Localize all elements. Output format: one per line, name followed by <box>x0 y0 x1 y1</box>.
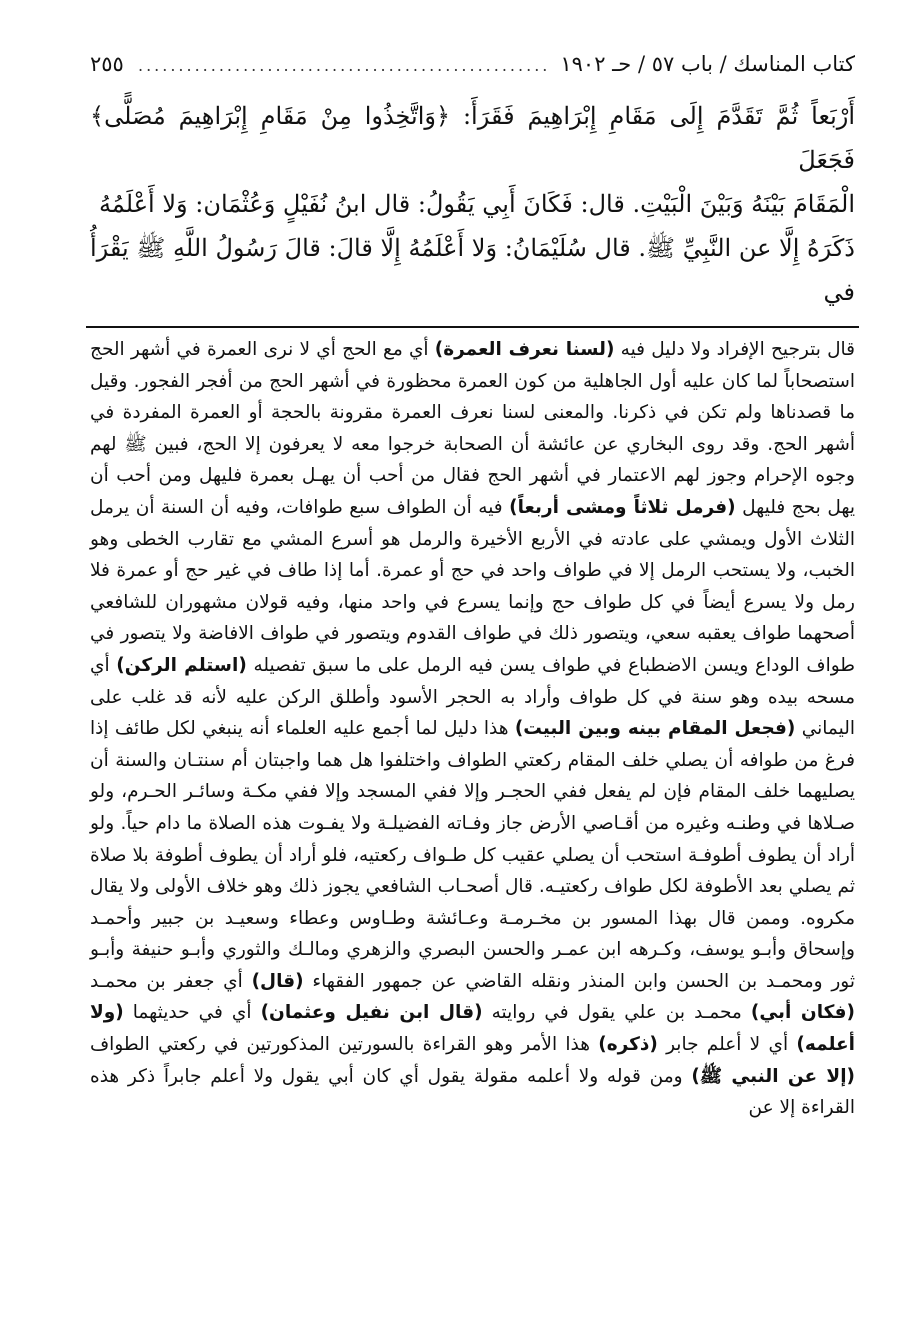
commentary-run: ومن قوله ولا أعلمه مقولة يقول أي كان أبي يقول ولا أعلم جابراً ذكر هذه القراءة إلا عن <box>90 1065 855 1119</box>
commentary-run: أي لا أعلم جابر <box>657 1034 797 1056</box>
separator-rule <box>86 326 859 328</box>
quoted-phrase: (فكان أبي) <box>750 1002 855 1024</box>
hadith-text <box>90 94 855 314</box>
commentary-text <box>90 334 855 1124</box>
header-title: كتاب المناسك / باب ٥٧ / حـ ١٩٠٢ <box>560 52 855 76</box>
header-leader-dots <box>134 56 551 75</box>
running-header <box>90 52 855 86</box>
commentary-run: هذا الأمر وهو القراءة بالسورتين المذكورتين في ركعتي الطواف <box>90 1034 599 1056</box>
commentary-run: أي جعفر بن محمـد <box>90 970 252 992</box>
hadith-line: الْمَقَامَ بَيْنَهُ وَبَيْنَ الْبَيْتِ. قال: فَكَانَ أَبِي يَقُولُ: قال ابنُ نُفَيْلٍ وَعُثْمَان: وَلا أَعْلَمُهُ <box>99 190 855 218</box>
commentary-run: محمـد بن علي يقول في روايته <box>482 1002 751 1024</box>
commentary-run: أي مع الحج أي لا نرى العمرة في أشهر الحج استصحاباً لما كان عليه أول الجاهلية من كون العمرة محظورة في أشهر الحج من أفجر الفجور. وقيل ما قصدناها ولم تكن في ذكرنا. والمعنى لسنا نعرف العمرة مقرونة بالحجة أو العمرة المفردة في أشهر الحج. وقد روى البخاري عن عائشة أن الصحابة خرجوا معه لا يعرفون إلا الحج، فبين ﷺ لهم وجوه الإحرام وجوز لهم الاعتمار في أشهر الحج فقال من أحب أن يهـل بعمرة فليهل ومن أحب أن يهل بحج فليهل <box>90 339 856 518</box>
quoted-phrase: (ولا أعلمه) <box>90 1002 855 1056</box>
commentary-run: قال بترجيح الإفراد ولا دليل فيه <box>614 339 855 360</box>
quoted-phrase: (فجعل المقام بينه وبين البيت) <box>514 718 796 740</box>
hadith-line: أَرْبَعاً ثُمَّ تَقَدَّمَ إِلَى مَقَامِ إِبْرَاهِيمَ فَقَرَأَ: ﴿وَاتَّخِذُوا مِنْ مَقَامِ إِبْرَاهِيمَ مُصَلًّى﴾ فَجَعَلَ <box>90 102 855 174</box>
quoted-phrase: (قال) <box>251 970 304 992</box>
quoted-phrase: (إلا عن النبي ﷺ) <box>691 1065 855 1087</box>
document-page <box>90 52 855 1324</box>
quoted-phrase: (لسنا نعرف العمرة) <box>434 339 615 360</box>
commentary-run: هذا دليل لما أجمع عليه العلماء أنه ينبغي لكل طائف إذا فرغ من طوافه أن يصلي خلف المقام ركعتي الطواف واختلفوا هل هما واجبتان أم سنتـان والسنة أن يصليهما خلف المقام فإن لم يفعل ففي الحجـر وإلا ففي المسجد وإلا ففي مكـة وسائـر الحـرم، ولو صـلاها في وطنـه وغيره من أقـاصي الأرض جاز وفـاته الفضيلـة ولا يفـوت هذه الصلاة ما دام حياً. ولو أراد أن يطوف أطوفـة استحب أن يصلي عقيب كل طـواف ركعتيه، فلو أراد أن يطوف أطوفة بلا صلاة ثم يصلي بعد الأطوفة لكل طواف ركعتيـه. قال أصحـاب الشافعي يجوز ذلك وهو خلاف الأولى ولا يقال مكروه. وممن قال بهذا المسور بن مخـرمـة وعـائشة وطـاوس وعطاء وسعيـد بن جبير وأحمـد وإسحاق وأبـو يوسف، وكـرهه ابن عمـر والحسن البصري والزهري ومالـك والثوري وأبـو حنيفة وأبـو ثور ومحمـد بن الحسن وابن المنذر ونقله القاضي عن جمهور الفقهاء <box>90 718 855 992</box>
quoted-phrase: (ذكره) <box>598 1034 658 1056</box>
commentary-run: أي في حديثهما <box>123 1002 261 1024</box>
commentary-run: أي مسحه بيده وهو سنة في كل طواف وأراد به الحجر الأسود وأطلق الركن عليه لأنه قد غلب على اليماني <box>90 654 855 740</box>
quoted-phrase: (فرمل ثلاثاً ومشى أربعاً) <box>509 496 736 518</box>
quoted-phrase: (قال ابن نفيل وعثمان) <box>260 1002 483 1024</box>
page-number: ٢٥٥ <box>90 52 124 76</box>
commentary-run: فيه أن الطواف سبع طوافات، وفيه أن السنة أن يرمل الثلاث الأول ويمشي على عادته في الأربع الأخيرة والرمل هو أسرع المشي مع تقارب الخطى وهو الخبب، ولا يستحب الرمل إلا في طواف واحد في حج أو عمرة. أما إذا طاف في غير حج أو عمرة فلا رمل ولا يسرع أيضاً في كل طواف حج وإنما يسرع في واحد منها، وفيه قولان مشهوران للشافعي أصحهما طواف يعقبه سعي، ويتصور ذلك في طواف القدوم ويتصور في طواف الافاضة ولا يتصور في طواف الوداع ويسن الاضطباع في طواف يسن فيه الرمل على ما سبق تفصيله <box>90 496 855 676</box>
commentary-paragraph <box>90 334 855 1124</box>
quoted-phrase: (استلم الركن) <box>116 654 247 676</box>
hadith-line: ذَكَرَهُ إِلَّا عن النَّبِيِّ ﷺ. قال سُلَيْمَانُ: وَلا أَعْلَمُهُ إِلَّا قالَ: قالَ رَسُولُ اللَّهِ ﷺ يَقْرَأُ في <box>90 234 855 306</box>
